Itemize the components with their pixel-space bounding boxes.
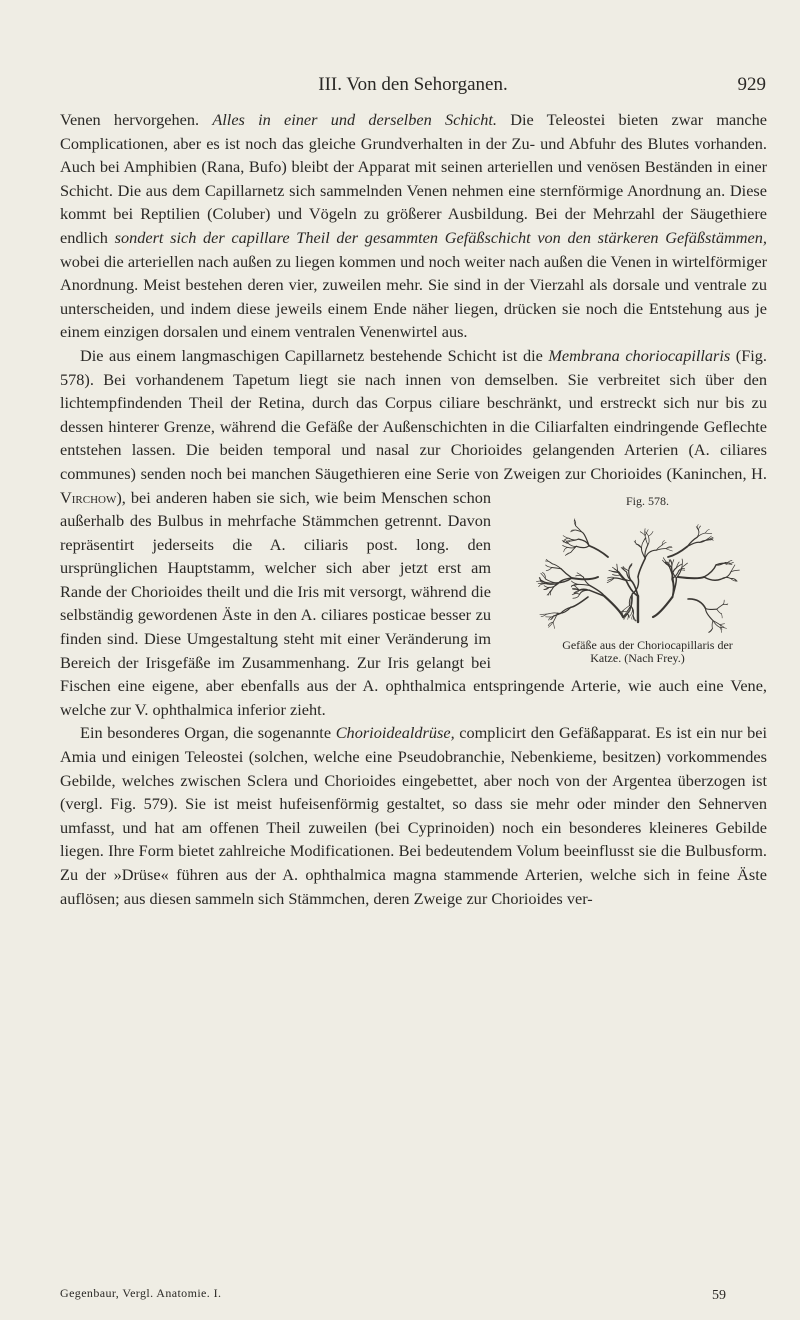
vessel-stroke <box>698 526 700 530</box>
vessel-stroke <box>723 600 724 605</box>
vessel-stroke <box>561 569 572 578</box>
vessel-stroke <box>648 531 653 536</box>
vessel-stroke <box>583 533 589 546</box>
vessel-stroke <box>716 605 722 610</box>
vessel-stroke <box>636 544 641 548</box>
vessel-stroke <box>572 594 579 595</box>
text-run: Die Teleostei bieten zwar manche Complicationen, aber es ist noch das gleiche Grundverhalten in der Zu- und Abfuhr des Blutes vorhanden. Auch bei Amphibien (Rana, Bufo) bleibt der Apparat mit seinen arteriellen und venösen Beständen in einer Schicht. Die aus dem Capillarnetz sich sammelnden Venen nehmen eine sternförmige Anordnung an. Diese kommt bei Reptilien (Coluber) und Vögeln zu größerer Ausbildung. Bei der Mehrzahl der Säugethiere endlich <box>60 110 767 247</box>
vessel-stroke <box>705 609 716 610</box>
vessel-stroke <box>577 573 583 577</box>
vessel-stroke <box>560 607 571 613</box>
vessel-stroke <box>678 577 704 578</box>
figure-caption <box>505 639 770 665</box>
vessel-stroke <box>678 570 684 571</box>
body-text <box>60 108 767 910</box>
vessel-stroke <box>607 577 614 578</box>
text-run: Ein besonderes Organ, die sogenannte <box>80 723 336 743</box>
vessel-stroke <box>575 526 582 533</box>
vessel-stroke <box>647 536 648 545</box>
figure-caption-line-2: Katze. (Nach Frey.) <box>590 651 685 666</box>
signature-line: Gegenbaur, Vergl. Anatomie. I. <box>60 1286 222 1300</box>
vessel-stroke <box>604 596 623 617</box>
emphasis-run: Chorioidealdrüse, <box>335 723 455 743</box>
vessel-stroke <box>705 533 711 534</box>
emphasis-run: Alles in einer und derselben Schicht. <box>212 110 497 129</box>
vessel-stroke <box>704 577 721 580</box>
emphasis-run: Membrana choriocapillaris <box>548 345 731 365</box>
vessel-stroke <box>562 545 567 547</box>
author-name: Virchow <box>60 487 117 507</box>
vessel-stroke <box>546 613 556 614</box>
vessel-stroke <box>545 565 551 568</box>
vessel-stroke <box>572 595 579 599</box>
vessel-stroke <box>643 538 645 542</box>
vessel-stroke <box>681 559 682 568</box>
vessel-stroke <box>546 559 552 563</box>
vessel-stroke <box>572 577 598 579</box>
vessel-stroke <box>730 570 739 572</box>
vessel-stroke <box>672 578 673 597</box>
vessel-stroke <box>563 547 567 552</box>
vessel-stroke <box>579 590 589 594</box>
vessel-stroke <box>629 612 632 616</box>
vessel-stroke <box>568 538 577 540</box>
text-run: Die aus einem langmaschigen Capillarnetz bestehende Schicht ist die <box>80 345 549 365</box>
vessel-stroke <box>666 549 672 551</box>
text-run: wobei die arteriellen nach außen zu liegen kommen und noch weiter nach außen die Venen in wirtelförmiger Anordnung. Meist bestehen deren vier, zuweilen mehr. Sie sind in der Vierzahl als dorsale und ventrale zu unterscheiden, und indem diese jeweils einem Ende näher liegen, drücken sie noch die Entstehung aus je einem einzigen dorsalen und einem ventralen Venenwirtel aus. <box>60 251 767 342</box>
vessel-stroke <box>589 546 608 557</box>
vessel-stroke <box>719 624 724 625</box>
text-run: ), bei anderen haben sie sich, wie beim Menschen schon außerhalb des Bulbus in mehrfache Stämmchen getrennt. Davon repräsentirt jederseits die A. ciliaris post. long. den ursprünglichen Hauptstamm, welcher sich aber jetzt erst am Rande der Chorioides theilt und die Iris mit versorgt, während die selbständig gewordenen Äste in den A. ciliares posticae besser zu finden sind. Diese Umgestaltung steht mit einer Veränderung im Bereich der Irisgefäße im Zusammenhang. Zur Iris gelangt bei Fischen eine eigene, aber ebenfalls aus der A. ophthalmica entspringende Arterie, wie auch eine Vene, welche zur V. ophthalmica inferior zieht. <box>60 487 767 719</box>
figure-578 <box>505 486 770 666</box>
vessel-stroke <box>638 558 645 577</box>
vessel-stroke <box>704 565 716 577</box>
vessel-stroke <box>538 584 544 587</box>
vessel-stroke <box>653 597 673 617</box>
vessel-stroke <box>563 536 569 539</box>
text-run: (Fig. 578). Bei vorhandenem Tapetum liegt sie nach innen von demselben. Sie verbreitet sich über den lichtempfindenden Theil der Retina, durch das Corpus ciliare beschränkt, und erstreckt sich nur bis zu dessen hinterer Grenze, während die Gefäße der Außenschichten in die Ciliarfalten eindringende Geflechte entstehen lassen. Die beiden temporal und nasal zur Chorioides gelangenden Arterien (A. ciliares communes) senden noch bei manchen Säugethieren eine Serie von Zweigen zur Chorioides (Kaninchen, H. <box>60 345 767 483</box>
page-number: 929 <box>737 74 766 95</box>
vessel-stroke <box>688 599 706 609</box>
vessel-stroke <box>544 586 549 588</box>
text-run: complicirt den Gefäßapparat. Es ist ein nur bei Amia und einigen Teleostei (solchen, welche eine Pseudobranchie, Nebenkieme, besitzen) vorkommendes Gebilde, welches zwischen Sclera und Chorioides eingebettet, aber noch von der Argentea überzogen ist (vergl. Fig. 579). Sie ist meist hufeisenförmig gestaltet, so dass sie mehr oder minder den Sehnerven umfasst, und hat am offenen Theil zuweilen (bei Cyprinoiden) noch ein besonderes kleineres Gebilde liegen. Ihre Form bietet zahlreiche Modificationen. Bei bedeutendem Volum beeinflusst sie die Bulbusform. Zu der »Drüse« führen aus der A. ophthalmica magna stammende Arterien, welche sich in feine Äste auflösen; aus diesen sammeln sich Stämmchen, deren Zweige zur Chorioides ver- <box>60 723 767 908</box>
choriocapillaris-vessels-illustration <box>528 517 748 637</box>
vessel-stroke <box>712 621 713 629</box>
vessel-stroke <box>621 611 626 612</box>
emphasis-run: sondert sich der capillare Theil der gesammten Gefäßschicht von den stärkeren Gefäßstämmen, <box>114 227 767 247</box>
vessel-stroke <box>705 609 712 621</box>
vessel-stroke <box>721 614 722 618</box>
paragraph-2 <box>60 344 767 722</box>
vessel-stroke <box>568 543 576 546</box>
figure-caption-line-1: Gefäße aus der Choriocapillaris der <box>562 638 733 653</box>
vessel-stroke <box>716 609 721 614</box>
vessel-stroke <box>546 568 552 571</box>
page-header <box>60 74 766 98</box>
running-title: III. Von den Sehorganen. <box>318 74 508 95</box>
figure-label: Fig. 578. <box>625 493 669 508</box>
page-footer <box>60 1286 766 1304</box>
vessel-stroke <box>571 581 578 584</box>
vessel-stroke <box>576 546 589 548</box>
vessel-stroke <box>645 550 656 558</box>
vessel-stroke <box>668 547 687 558</box>
text-run: Venen hervorgehen. <box>60 110 213 129</box>
paragraph-3 <box>60 721 767 910</box>
vessel-stroke <box>705 530 709 534</box>
paragraph-1 <box>60 108 767 344</box>
vessel-stroke <box>553 622 554 628</box>
vessel-stroke <box>641 542 643 549</box>
vessel-stroke <box>645 536 648 545</box>
sheet-number: 59 <box>712 1288 726 1303</box>
